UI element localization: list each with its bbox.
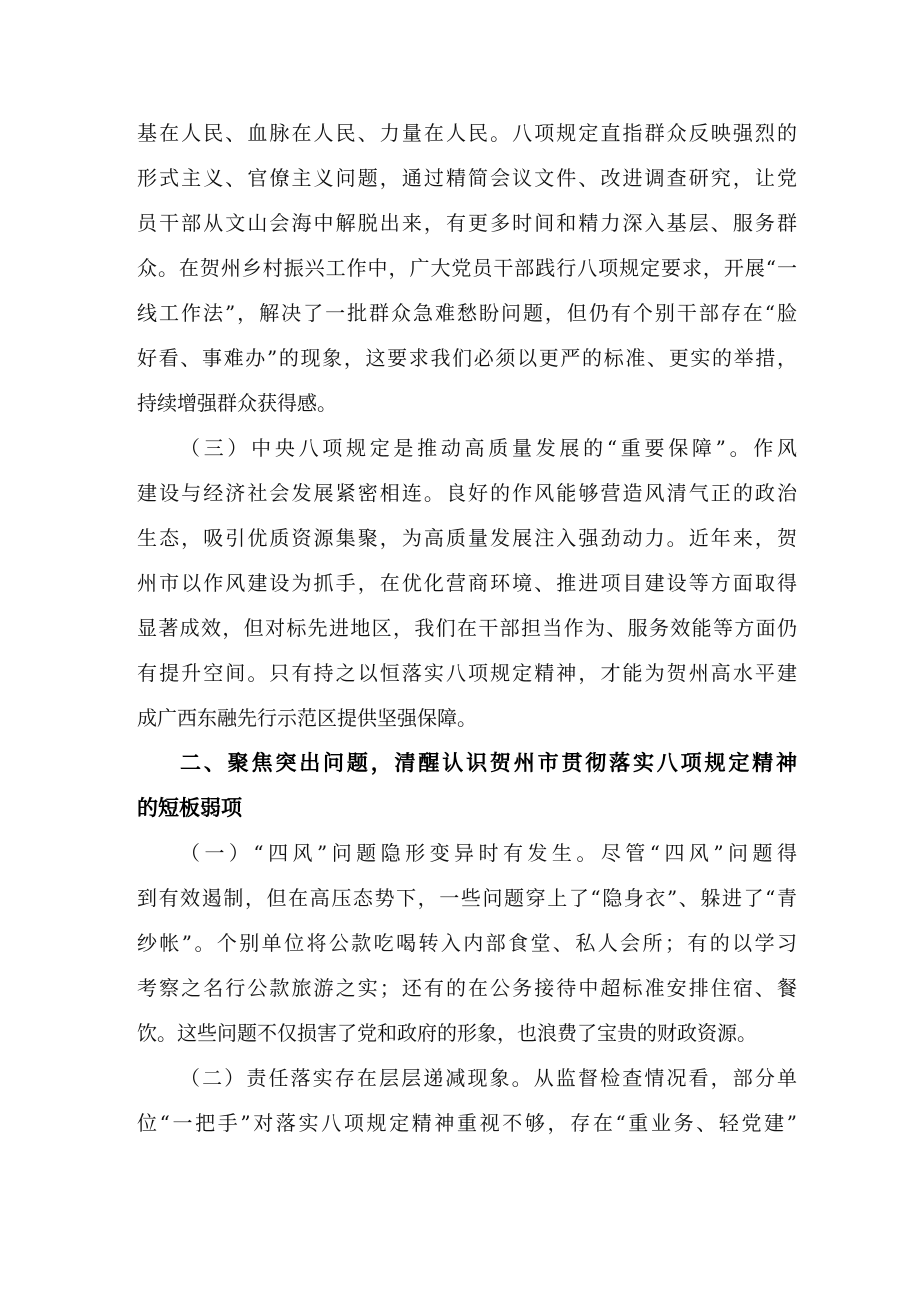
- paragraph-3-line-5: 饮。这些问题不仅损害了党和政府的形象，也浪费了宝贵的财政资源。: [137, 1021, 757, 1045]
- paragraph-2-line-4: 州市以作风建设为抓手，在优化营商环境、推进项目建设等方面取得: [137, 571, 797, 595]
- paragraph-3-line-3: 纱帐”。个别单位将公款吃喝转入内部食堂、私人会所；有的以学习: [137, 931, 797, 955]
- paragraph-2-line-1: （三）中央八项规定是推动高质量发展的“重要保障”。作风: [180, 436, 797, 460]
- paragraph-1-line-4: 众。在贺州乡村振兴工作中，广大党员干部践行八项规定要求，开展“一: [137, 256, 797, 280]
- paragraph-3-line-2: 到有效遏制，但在高压态势下，一些问题穿上了“隐身衣”、躲进了“青: [137, 886, 797, 910]
- paragraph-2-line-6: 有提升空间。只有持之以恒落实八项规定精神，才能为贺州高水平建: [137, 661, 797, 685]
- paragraph-2-line-5: 显著成效，但对标先进地区，我们在干部担当作为、服务效能等方面仍: [137, 616, 797, 640]
- paragraph-4-line-1: （二）责任落实存在层层递减现象。从监督检查情况看，部分单: [180, 1066, 797, 1090]
- paragraph-2-line-3: 生态，吸引优质资源集聚，为高质量发展注入强劲动力。近年来，贺: [137, 526, 797, 550]
- paragraph-1-line-3: 员干部从文山会海中解脱出来，有更多时间和精力深入基层、服务群: [137, 211, 797, 235]
- paragraph-2-line-7: 成广西东融先行示范区提供坚强保障。: [137, 706, 477, 730]
- paragraph-1-line-5: 线工作法”，解决了一批群众急难愁盼问题，但仍有个别干部存在“脸: [137, 301, 797, 325]
- paragraph-1-line-2: 形式主义、官僚主义问题，通过精简会议文件、改进调查研究，让党: [137, 166, 797, 190]
- paragraph-3-line-1: （一）“四风”问题隐形变异时有发生。尽管“四风”问题得: [180, 841, 797, 865]
- paragraph-4-line-2: 位“一把手”对落实八项规定精神重视不够，存在“重业务、轻党建”: [137, 1111, 797, 1135]
- paragraph-1-line-1: 基在人民、血脉在人民、力量在人民。八项规定直指群众反映强烈的: [137, 121, 797, 145]
- paragraph-3-line-4: 考察之名行公款旅游之实；还有的在公务接待中超标准安排住宿、餐: [137, 976, 797, 1000]
- paragraph-1-line-7: 持续增强群众获得感。: [137, 391, 337, 415]
- paragraph-1-line-6: 好看、事难办”的现象，这要求我们必须以更严的标准、更实的举措，: [137, 346, 797, 370]
- section-heading-line-2: 的短板弱项: [137, 796, 242, 820]
- section-heading-line-1: 二、聚焦突出问题，清醒认识贺州市贯彻落实八项规定精神: [180, 751, 797, 775]
- paragraph-2-line-2: 建设与经济社会发展紧密相连。良好的作风能够营造风清气正的政治: [137, 481, 797, 505]
